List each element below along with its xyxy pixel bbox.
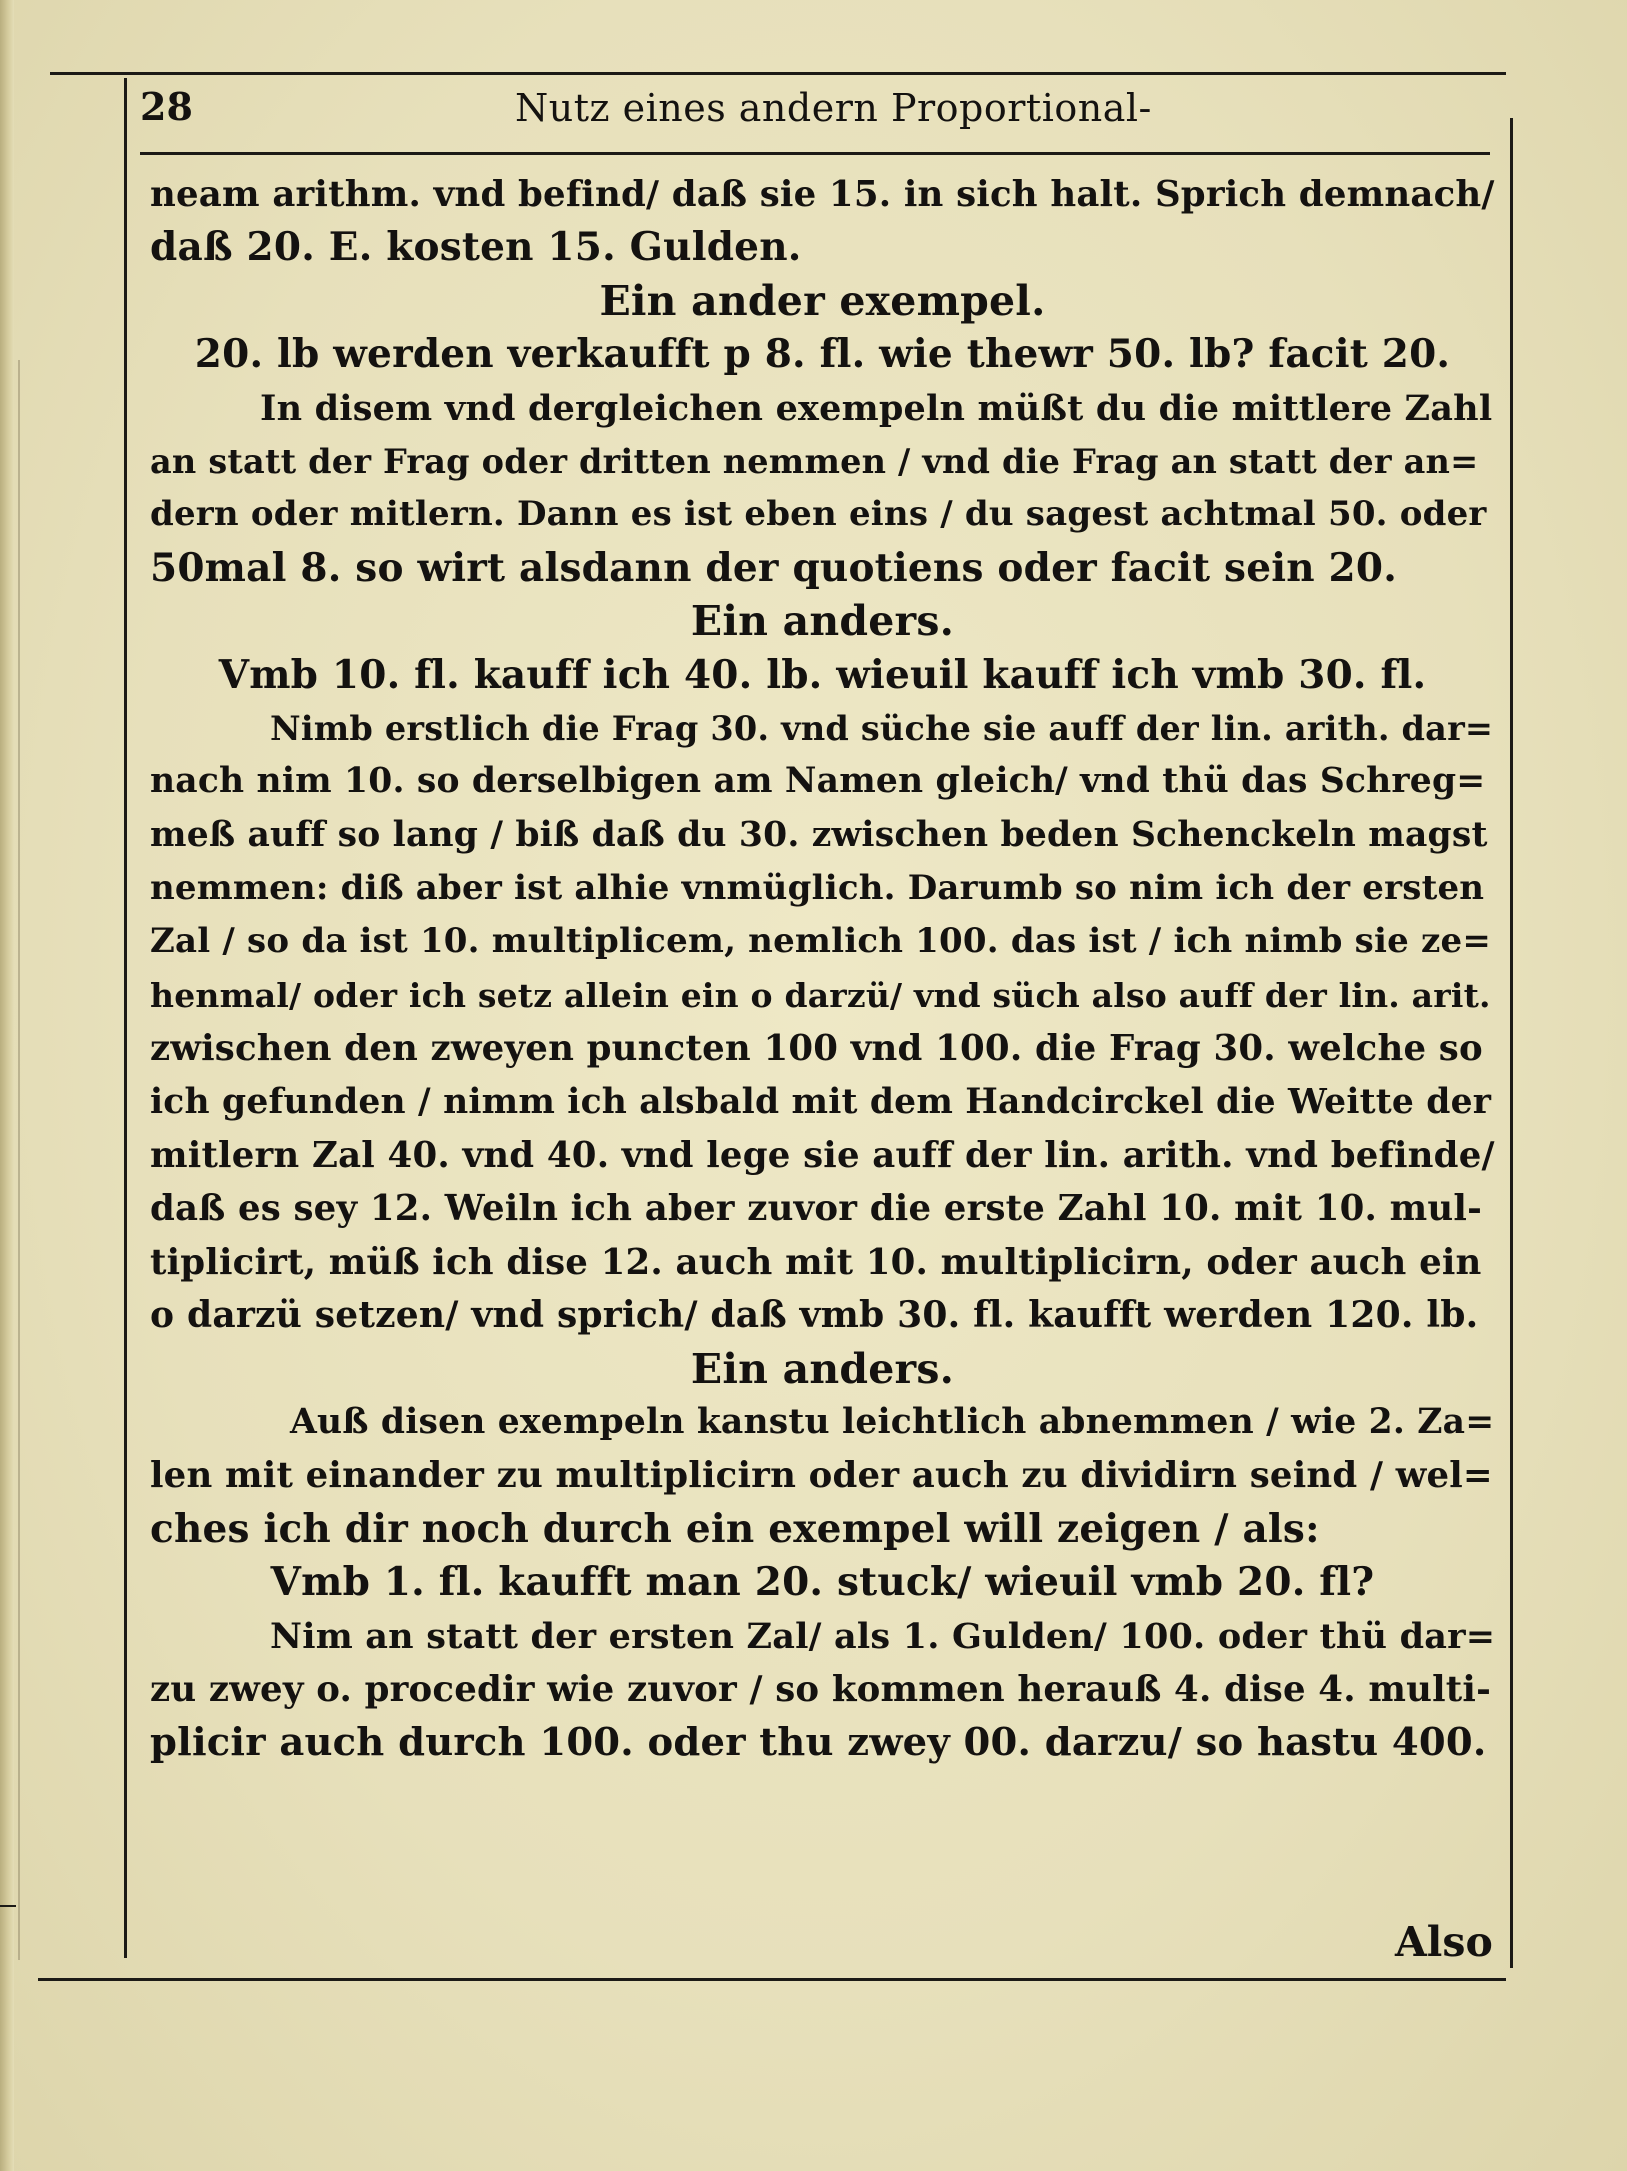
text-line: 50mal 8. so wirt alsdann der quotiens oder facit sein 20. [150, 544, 1398, 591]
frame-top-rule [50, 72, 1506, 75]
page-header [140, 80, 1500, 140]
text-line: mitlern Zal 40. vnd 40. vnd lege sie auff der lin. arith. vnd befinde/ [150, 1135, 1495, 1177]
text-line: nach nim 10. so derselbigen am Namen gleich/ vnd thü das Schreg= [150, 761, 1486, 802]
frame-right-rule [1510, 118, 1513, 1968]
example-line: 20. lb werden verkaufft p 8. fl. wie thewr 50. lb? facit 20. [194, 331, 1451, 378]
section-heading: Ein ander exempel. [599, 276, 1046, 325]
text-line: len mit einander zu multiplicirn oder auch zu dividirn seind / wel= [150, 1455, 1493, 1497]
text-line: zu zwey o. procedir wie zuvor / so kommen herauß 4. dise 4. multi- [150, 1668, 1492, 1710]
catchword: Also [1395, 1918, 1493, 1966]
text-block [150, 168, 1495, 1770]
gutter-edge-line [18, 360, 20, 1960]
text-line: henmal/ oder ich setz allein ein o darzü/ vnd süch also auff der lin. arit. [150, 975, 1491, 1015]
text-line: In disem vnd dergleichen exempeln müßt du die mittlere Zahl [260, 387, 1493, 429]
frame-left-rule [124, 78, 127, 1958]
text-line: tiplicirt, müß ich dise 12. auch mit 10. multiplicirn, oder auch ein [150, 1241, 1482, 1283]
text-line: Auß disen exempeln kanstu leichtlich abnemmen / wie 2. Za= [290, 1401, 1495, 1442]
text-line: ich gefunden / nimm ich alsbald mit dem Handcirckel die Weitte der [150, 1081, 1492, 1122]
text-line: Zal / so da ist 10. multiplicem, nemlich 100. das ist / ich nimb sie ze= [150, 921, 1492, 962]
book-gutter [0, 0, 14, 2171]
text-line: ches ich dir noch durch ein exempel will zeigen / als: [150, 1505, 1320, 1552]
section-heading: Ein anders. [690, 1344, 955, 1393]
text-line: plicir auch durch 100. oder thu zwey 00. darzu/ so hastu 400. [150, 1720, 1487, 1766]
text-line: nemmen: diß aber ist alhie vnmüglich. Darumb so nim ich der ersten [150, 868, 1485, 909]
frame-bottom-rule [38, 1978, 1506, 1981]
text-line: an statt der Frag oder dritten nemmen / vnd die Frag an statt der an= [150, 441, 1479, 481]
example-line: Vmb 1. fl. kaufft man 20. stuck/ wieuil vmb 20. fl? [270, 1559, 1375, 1606]
text-line: Nim an statt der ersten Zal/ als 1. Gulden/ 100. oder thü dar= [270, 1615, 1496, 1657]
text-line: o darzü setzen/ vnd sprich/ daß vmb 30. fl. kaufft werden 120. lb. [150, 1294, 1479, 1337]
text-line: daß es sey 12. Weiln ich aber zuvor die erste Zahl 10. mit 10. mul- [150, 1188, 1483, 1230]
text-line: zwischen den zweyen puncten 100 vnd 100. die Frag 30. welche so [150, 1028, 1483, 1070]
text-line: dern oder mitlern. Dann es ist eben eins / du sagest achtmal 50. oder [150, 494, 1487, 535]
margin-tick [0, 1905, 16, 1907]
text-line: meß auff so lang / biß daß du 30. zwischen beden Schenckeln magst [150, 814, 1488, 855]
running-head: Nutz eines andern Proportional- [515, 86, 1152, 130]
page-number: 28 [140, 84, 193, 129]
section-heading: Ein anders. [690, 597, 955, 646]
example-line: Vmb 10. fl. kauff ich 40. lb. wieuil kauff ich vmb 30. fl. [218, 651, 1427, 698]
text-line: Nimb erstlich die Frag 30. vnd süche sie auff der lin. arith. dar= [270, 708, 1494, 748]
text-line: daß 20. E. kosten 15. Gulden. [150, 224, 802, 271]
header-rule [140, 152, 1490, 155]
text-line: neam arithm. vnd befind/ daß sie 15. in sich halt. Sprich demnach/ [150, 174, 1495, 215]
